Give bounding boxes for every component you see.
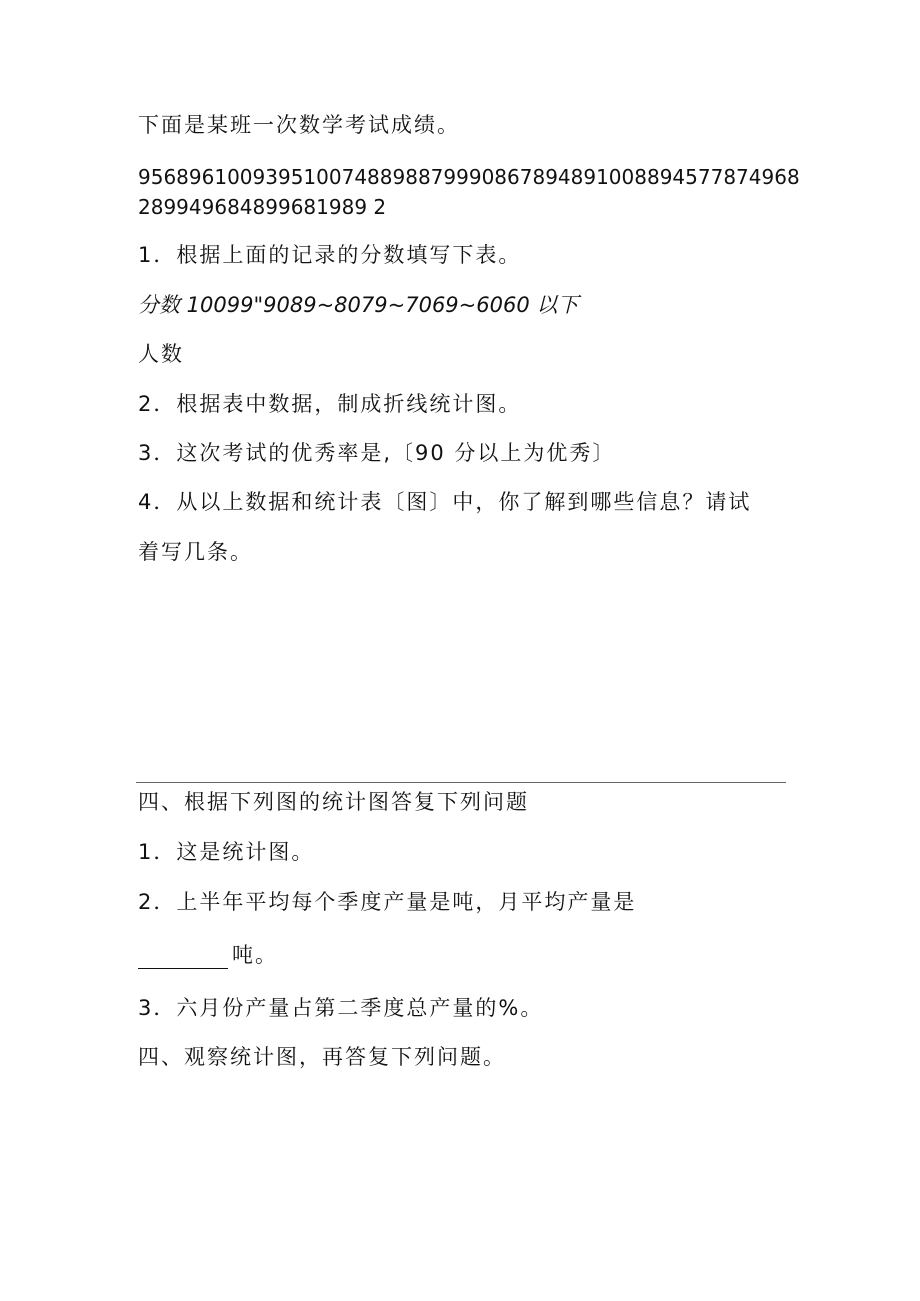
question-3: 3．这次考试的优秀率是,〔90 分以上为优秀〕 — [138, 441, 616, 465]
section-question-3: 3．六月份产量占第二季度总产量的%。 — [138, 996, 544, 1020]
section-question-2-line-2 — [138, 941, 278, 969]
question-1: 1．根据上面的记录的分数填写下表。 — [138, 243, 522, 267]
section-heading-2: 四、观察统计图，再答复下列问题。 — [138, 1045, 506, 1069]
section-heading: 四、根据下列图的统计图答复下列问题 — [138, 790, 529, 814]
table-header-row: 分数 10099"9089~8079~7069~6060 以下 — [138, 293, 579, 317]
section-question-1: 1．这是统计图。 — [138, 840, 315, 864]
question-4-line-1: 4．从以上数据和统计表〔图〕中，你了解到哪些信息？请试 — [138, 490, 752, 514]
table-count-row: 人数 — [138, 342, 184, 366]
scores-line-2: 289949684899681989 2 — [138, 195, 387, 219]
scores-line-1: 9568961009395100748898879990867894891008894577874968 — [138, 165, 800, 189]
unit-text: 吨。 — [232, 943, 278, 967]
answer-blank[interactable] — [138, 948, 228, 969]
question-4-line-2: 着写几条。 — [138, 540, 253, 564]
intro-text: 下面是某班一次数学考试成绩。 — [138, 113, 460, 137]
section-divider — [136, 782, 786, 783]
section-question-2-line-1: 2．上半年平均每个季度产量是吨，月平均产量是 — [138, 890, 637, 914]
question-2: 2．根据表中数据，制成折线统计图。 — [138, 392, 522, 416]
